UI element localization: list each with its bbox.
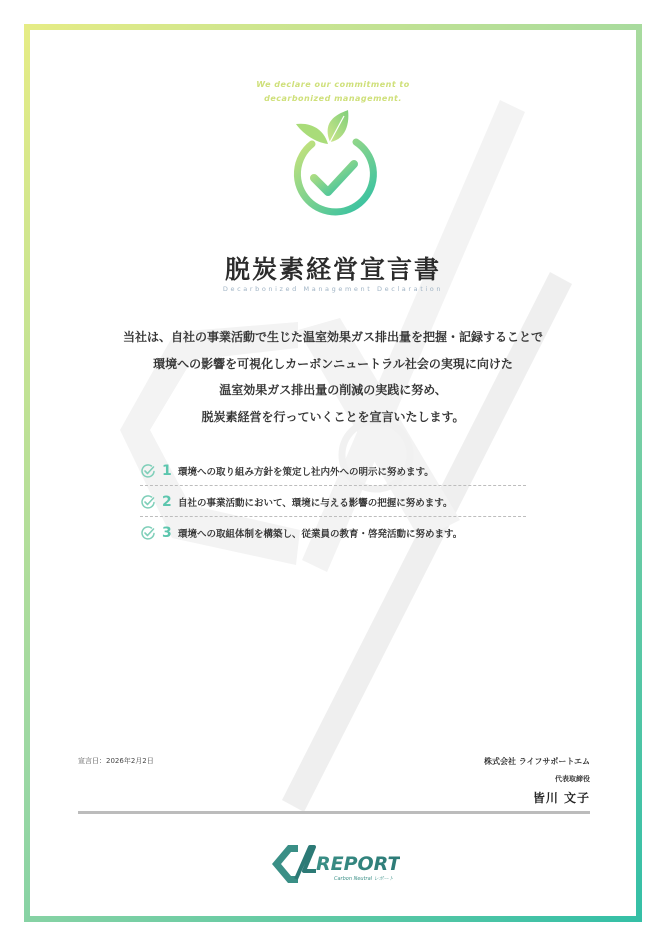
- commitment-list: [140, 456, 526, 548]
- check-circle-icon: [140, 494, 156, 510]
- statement-line-2: 環境への影響を可視化しカーボンニュートラル社会の実現に向けた: [153, 356, 513, 371]
- signatory-name: 皆川 文子: [532, 791, 590, 805]
- commitment-item: [140, 518, 526, 547]
- company-name: 株式会社 ライフサポートエム: [484, 757, 590, 766]
- signature-divider: [78, 811, 590, 814]
- signature-block: [484, 756, 590, 806]
- check-circle-icon: [140, 525, 156, 541]
- signatory-role: 代表取締役: [555, 775, 590, 783]
- tagline-line-1: We declare our commitment to: [256, 80, 410, 89]
- document-subtitle: Decarbonized Management Declaration: [222, 285, 444, 293]
- leaf-check-emblem-icon: [282, 108, 384, 220]
- cn-report-logo: [268, 843, 400, 885]
- commitment-text: 環境への取組体制を構築し、従業員の教育・啓発活動に努めます。: [178, 528, 463, 540]
- commitment-number: 3: [162, 524, 172, 541]
- logo-tagline: Carbon Neutral レポート: [334, 876, 394, 882]
- commitment-text: 環境への取り組み方針を策定し社内外への明示に努めます。: [178, 466, 434, 478]
- statement-line-1: 当社は、自社の事業活動で生じた温室効果ガス排出量を把握・記録することで: [122, 330, 543, 344]
- statement-line-3: 温室効果ガス排出量の削減の実践に努め、: [219, 383, 447, 397]
- commitment-item: [140, 456, 526, 486]
- commitment-item: [140, 487, 526, 517]
- tagline-line-2: decarbonized management.: [264, 94, 402, 103]
- commitment-text: 自社の事業活動において、環境に与える影響の把握に努めます。: [178, 497, 453, 509]
- declaration-date: 宣言日：2026年2月2日: [78, 757, 154, 765]
- logo-wordmark: REPORT: [316, 853, 400, 875]
- check-circle-icon: [140, 463, 156, 479]
- commitment-number: 1: [162, 462, 172, 479]
- declaration-statement: [60, 324, 606, 430]
- statement-line-4: 脱炭素経営を行っていくことを宣言いたします。: [201, 409, 465, 424]
- document-title: 脱炭素経営宣言書: [224, 255, 441, 284]
- commitment-number: 2: [162, 493, 172, 510]
- tagline: [0, 78, 666, 106]
